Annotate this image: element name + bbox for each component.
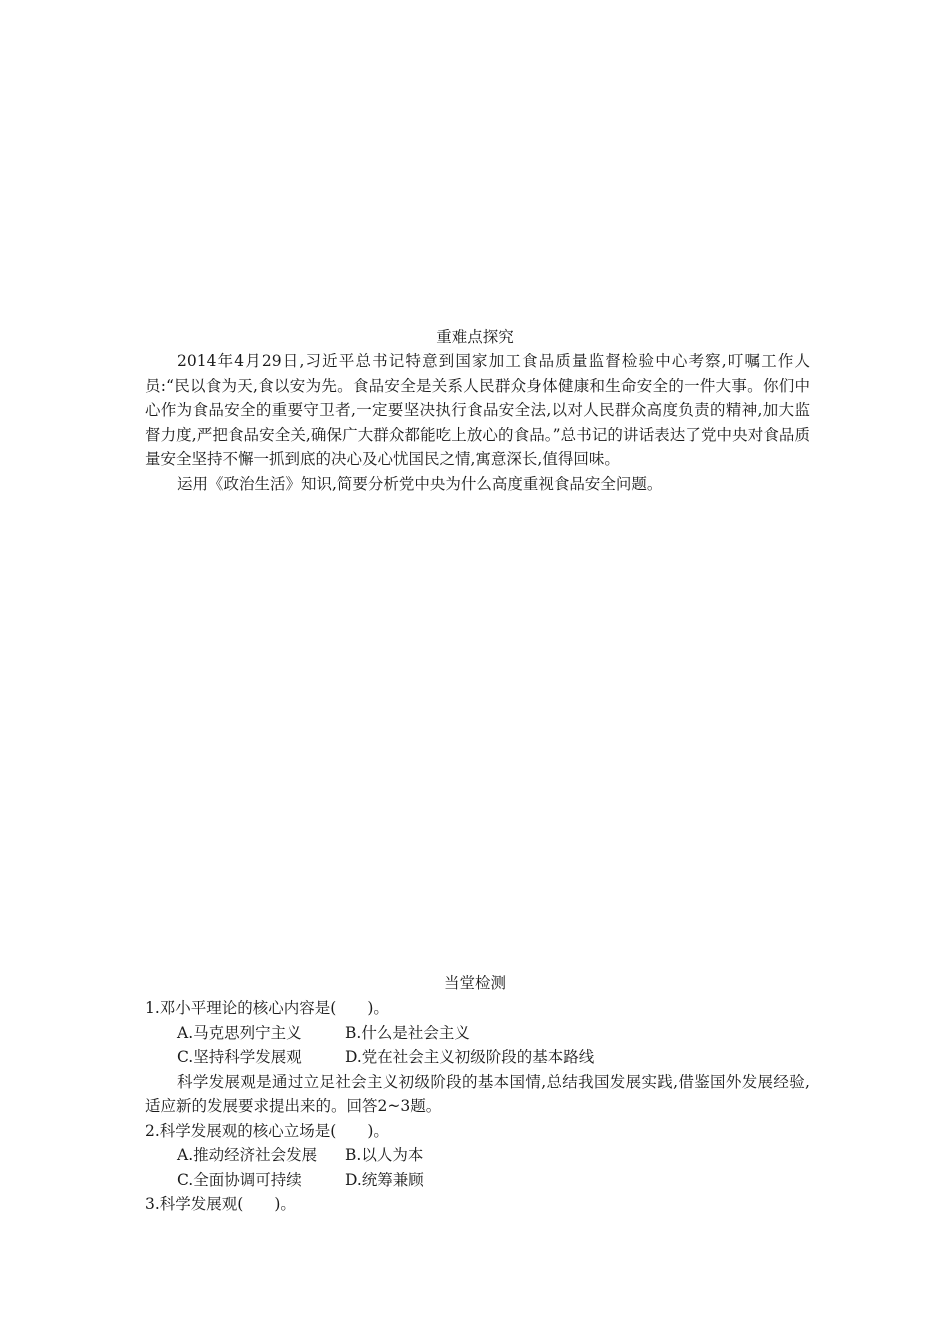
question-2-stem: 2.科学发展观的核心立场是( )。 <box>145 1121 389 1140</box>
section-title: 当堂检测 <box>443 974 506 992</box>
option-c: C.全面协调可持续 <box>177 1170 302 1189</box>
question-2-options-row-2 <box>145 1168 810 1193</box>
section-key-points <box>0 325 950 349</box>
section-key-points-body <box>145 349 810 496</box>
question-2-options-row-1 <box>145 1143 810 1168</box>
question-1-options-row-1 <box>145 1021 810 1046</box>
option-d: D.党在社会主义初级阶段的基本路线 <box>345 1048 595 1066</box>
option-b: B.以人为本 <box>345 1146 424 1164</box>
section-title: 重难点探究 <box>436 328 514 346</box>
option-d: D.统筹兼顾 <box>345 1170 424 1189</box>
question-1-options-row-2 <box>145 1045 810 1070</box>
option-b: B.什么是社会主义 <box>345 1023 470 1042</box>
question-intro: 科学发展观是通过立足社会主义初级阶段的基本国情,总结我国发展实践,借鉴国外发展经验,适应新的发展要求提出来的。回答2~3题。 <box>145 1072 810 1115</box>
option-a: A.推动经济社会发展 <box>177 1146 318 1164</box>
question-1-stem: 1.邓小平理论的核心内容是( )。 <box>145 999 389 1017</box>
option-c: C.坚持科学发展观 <box>177 1048 302 1066</box>
section-classroom-test <box>0 971 950 995</box>
question-3-stem: 3.科学发展观( )。 <box>145 1195 296 1213</box>
material-paragraph: 2014年4月29日,习近平总书记特意到国家加工食品质量监督检验中心考察,叮嘱工作人员:“民以食为天,食以安为先。食品安全是关系人民群众身体健康和生命安全的一件大事。你们中心作为食品安全的重要守卫者,一定要坚决执行食品安全法,以对人民群众高度负责的精神,加大监督力度,严把食品安全关,确保广大群众都能吃上放心的食品。”总书记的讲话表达了党中央对食品质量安全坚持不懈一抓到底的决心及心忧国民之情,寓意深长,值得回味。 <box>145 352 810 468</box>
option-a: A.马克思列宁主义 <box>177 1023 302 1042</box>
section-classroom-test-body <box>145 996 810 1217</box>
question-paragraph: 运用《政治生活》知识,简要分析党中央为什么高度重视食品安全问题。 <box>177 474 663 493</box>
